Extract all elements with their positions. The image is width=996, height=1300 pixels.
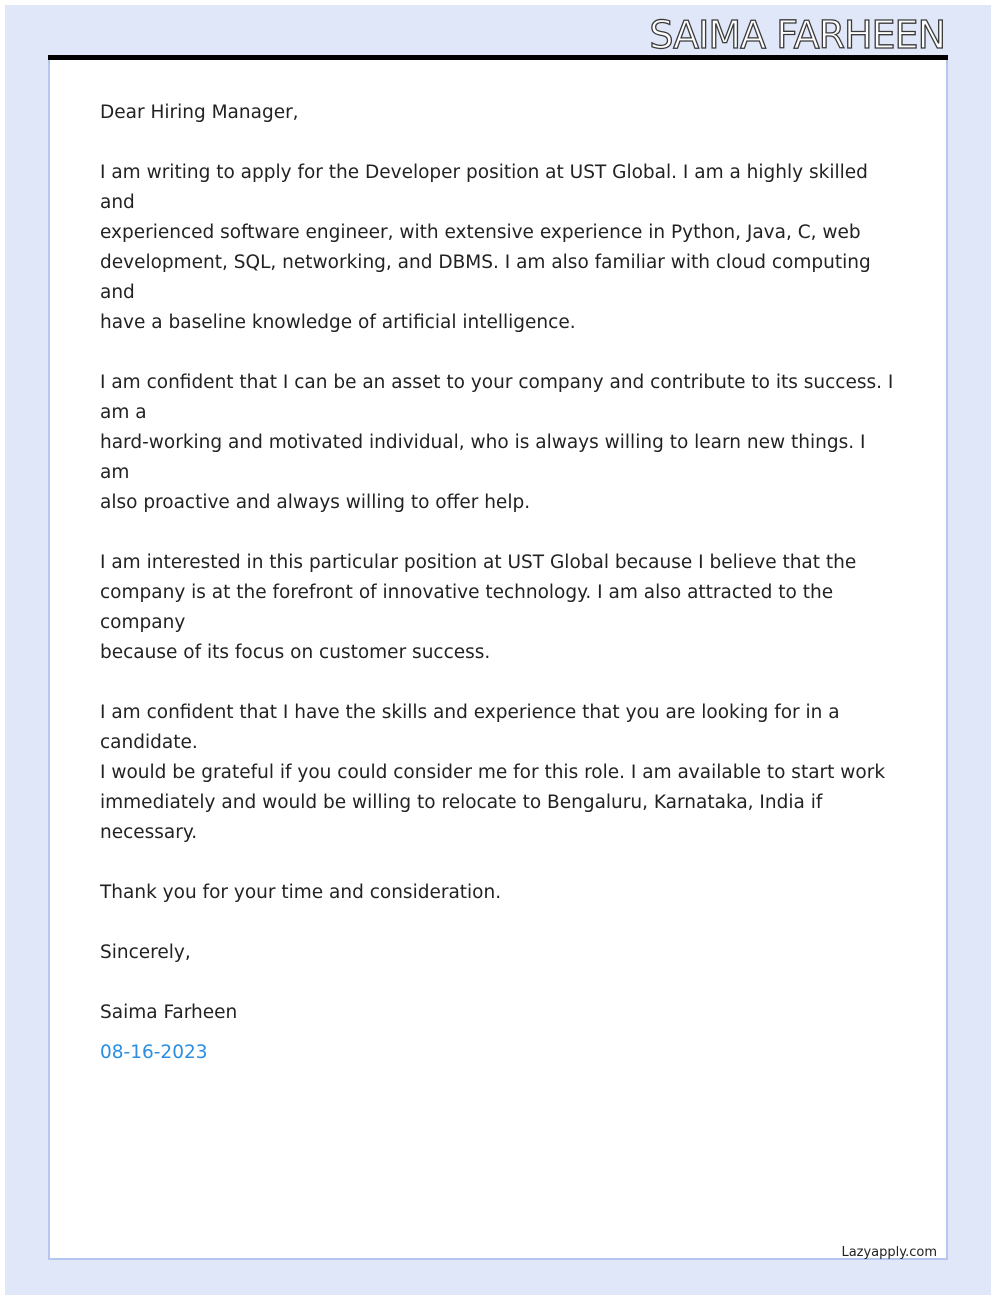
applicant-name-header: SAIMA FARHEEN [649,13,945,57]
letter-date: 08-16-2023 [100,1042,208,1063]
paragraph-asset: I am confident that I can be an asset to your company and contribute to its success. I am a hard-working and motivated individual, who is always willing to learn new things. I am also proactive and always willing to offer help. [100,372,894,513]
paragraph-availability: I am confident that I have the skills and experience that you are looking for in a candidate. I would be grateful if you could consider me for this role. I am available to start work immediately and would be willing to relocate to Bengaluru, Karnataka, India if necessary. [100,702,886,843]
footer-brand: Lazyapply.com [841,1245,937,1260]
letter-body [100,98,900,1098]
paragraph-interest: I am interested in this particular position at UST Global because I believe that the company is at the forefront of innovative technology. I am also attracted to the company because of its focus on customer success. [100,552,857,663]
paragraph-intro: I am writing to apply for the Developer position at UST Global. I am a highly skilled and experienced software engineer, with extensive experience in Python, Java, C, web development, SQL, networking, and DBMS. I am also familiar with cloud computing and have a baseline knowledge of artificial intelligence. [100,162,871,333]
signer-name: Saima Farheen [100,1002,238,1023]
closing: Sincerely, [100,942,191,963]
salutation: Dear Hiring Manager, [100,102,299,123]
paragraph-thanks: Thank you for your time and consideration. [100,882,502,903]
